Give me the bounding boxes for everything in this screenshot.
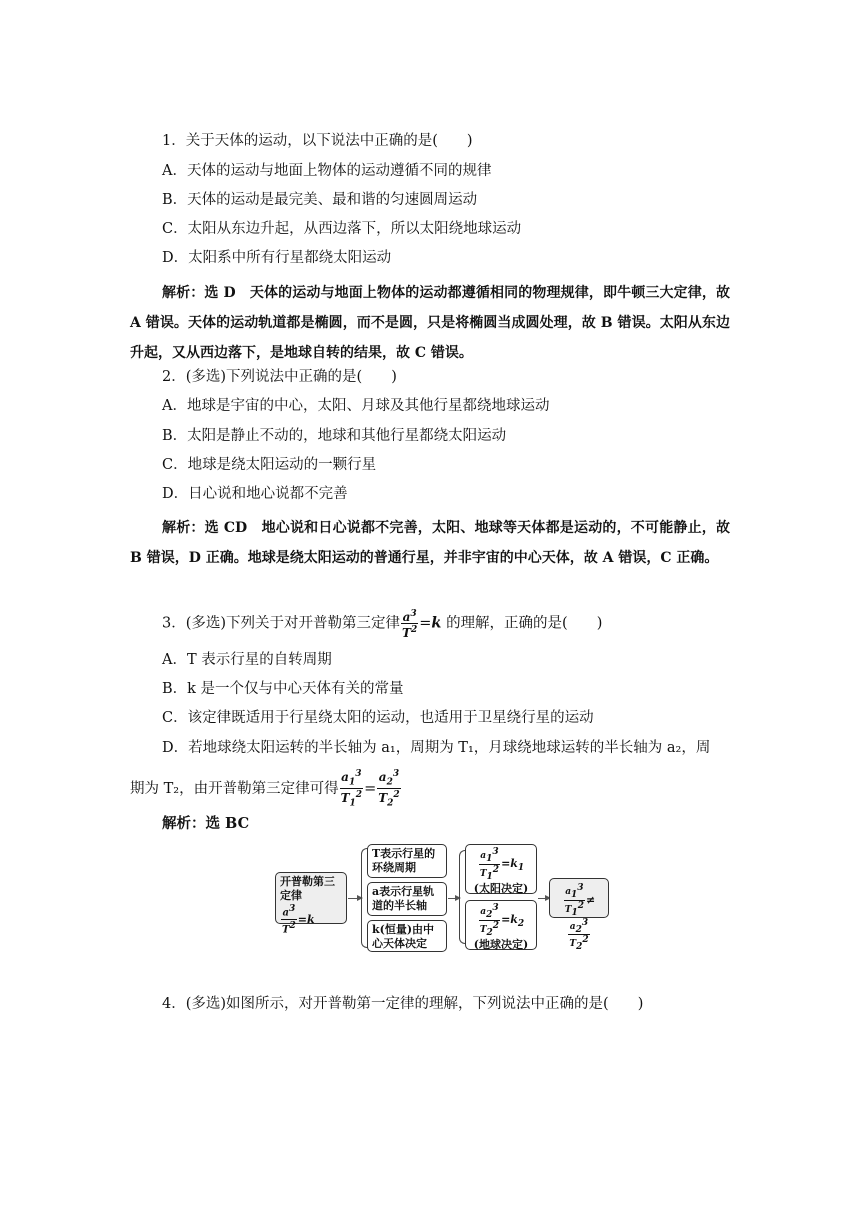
- kepler-law-diagram: [275, 842, 615, 952]
- q3-option-c: C．该定律既适用于行星绕太阳的运动，也适用于卫星绕行星的运动: [162, 710, 594, 726]
- question-2-stem: 2．(多选)下列说法中正确的是( ): [162, 369, 397, 385]
- q1-option-a: A．天体的运动与地面上物体的运动遵循不同的规律: [162, 163, 492, 179]
- question-3-stem: 3．(多选)下列关于对开普勒第三定律 $\frac{a^3}{T^2}$ =k 的理解，正确的是( ): [162, 609, 603, 640]
- q3-option-d-text: 期为 T₂，由开普勒第三定律可得: [130, 780, 339, 797]
- diagram-arrow-2: [448, 898, 458, 899]
- q2-option-c: C．地球是绕太阳运动的一颗行星: [162, 457, 377, 473]
- q3-option-a: A．T 表示行星的自转周期: [162, 652, 332, 668]
- q3-stem-suffix: 的理解，正确的是( ): [446, 615, 603, 632]
- q1-option-b: B．天体的运动是最完美、最和谐的匀速圆周运动: [162, 192, 478, 208]
- diagram-start-formula: $\frac{a^3}{T^2}$: [282, 904, 296, 936]
- question-1-stem: 1．关于天体的运动，以下说法中正确的是( ): [162, 133, 473, 149]
- diagram-box-earth: $\frac{a_2^3}{T_2^2}$ $=k_2$ (地球决定): [465, 900, 537, 950]
- diagram-box-period: T表示行星的环绕周期: [367, 844, 447, 878]
- diagram-arrow-3: [538, 898, 548, 899]
- formula-a2-t2: $\frac{a_2^3}{T_2^2}$: [378, 769, 400, 809]
- diagram-box-sun: $\frac{a_1^3}{T_1^2}$ $=k_1$ (太阳决定): [465, 844, 537, 894]
- q2-analysis: 解析：选 CD 地心说和日心说都不完善，太阳、地球等天体都是运动的，不可能静止，故 B 错误，D 正确。地球是绕太阳运动的普通行星，并非宇宙的中心天体，故 A 错误，C 正确。: [130, 520, 730, 566]
- diagram-arrow-1: [348, 898, 360, 899]
- diagram-earth-formula: $\frac{a_2^3}{T_2^2}$: [479, 903, 500, 938]
- q1-option-c: C．太阳从东边升起，从西边落下，所以太阳绕地球运动: [162, 221, 522, 237]
- q1-analysis: 解析：选 D 天体的运动与地面上物体的运动都遵循相同的物理规律，即牛顿三大定律，故 A 错误。天体的运动轨道都是椭圆，而不是圆，只是将椭圆当成圆处理，故 B 错误。太阳从东边升起，又从西边落下，是地球自转的结果，故 C 错误。: [130, 285, 730, 361]
- diagram-sun-formula: $\frac{a_1^3}{T_1^2}$: [479, 847, 500, 882]
- formula-a1-t1: $\frac{a_1^3}{T_1^2}$: [340, 769, 363, 809]
- kepler-third-law-formula: $\frac{a^3}{T^2}$: [402, 609, 418, 640]
- q3-analysis: 解析：选 BC: [162, 815, 250, 832]
- q2-option-a: A．地球是宇宙的中心，太阳、月球及其他行星都绕地球运动: [162, 398, 550, 414]
- diagram-start-box: 开普勒第三定律 $\frac{a^3}{T^2}$ =k: [275, 872, 347, 924]
- diagram-box-constant: k(恒量)由中心天体决定: [367, 920, 447, 952]
- q1-option-d: D．太阳系中所有行星都绕太阳运动: [162, 250, 392, 266]
- diagram-result-left: $\frac{a_1^3}{T_1^2}$: [564, 883, 584, 918]
- diagram-start-label: 开普勒第三定律: [280, 875, 335, 902]
- q2-option-d: D．日心说和地心说都不完善: [162, 486, 348, 502]
- diagram-result-box: $\frac{a_1^3}{T_1^2}$ ≠ $\frac{a_2^3}{T_2^2}$: [549, 878, 609, 918]
- q3-option-d-line1: D．若地球绕太阳运转的半长轴为 a₁，周期为 T₁，月球绕地球运转的半长轴为 a₂，周: [162, 740, 711, 756]
- diagram-earth-label: (地球决定): [473, 937, 529, 951]
- diagram-result-right: $\frac{a_2^3}{T_2^2}$: [569, 917, 589, 953]
- diagram-box-semimajor: a表示行星轨道的半长轴: [367, 882, 447, 916]
- q2-option-b: B．太阳是静止不动的，地球和其他行星都绕太阳运动: [162, 428, 507, 444]
- q3-stem-prefix: 3．(多选)下列关于对开普勒第三定律: [162, 615, 401, 632]
- q3-option-d-line2: 期为 T₂，由开普勒第三定律可得 $\frac{a_1^3}{T_1^2}$ = $\frac{a_2^3}{T_2^2}$: [130, 769, 400, 809]
- question-4-stem: 4．(多选)如图所示，对开普勒第一定律的理解，下列说法中正确的是( ): [162, 996, 644, 1012]
- diagram-sun-label: (太阳决定): [473, 881, 529, 895]
- q3-option-b: B．k 是一个仅与中心天体有关的常量: [162, 681, 404, 697]
